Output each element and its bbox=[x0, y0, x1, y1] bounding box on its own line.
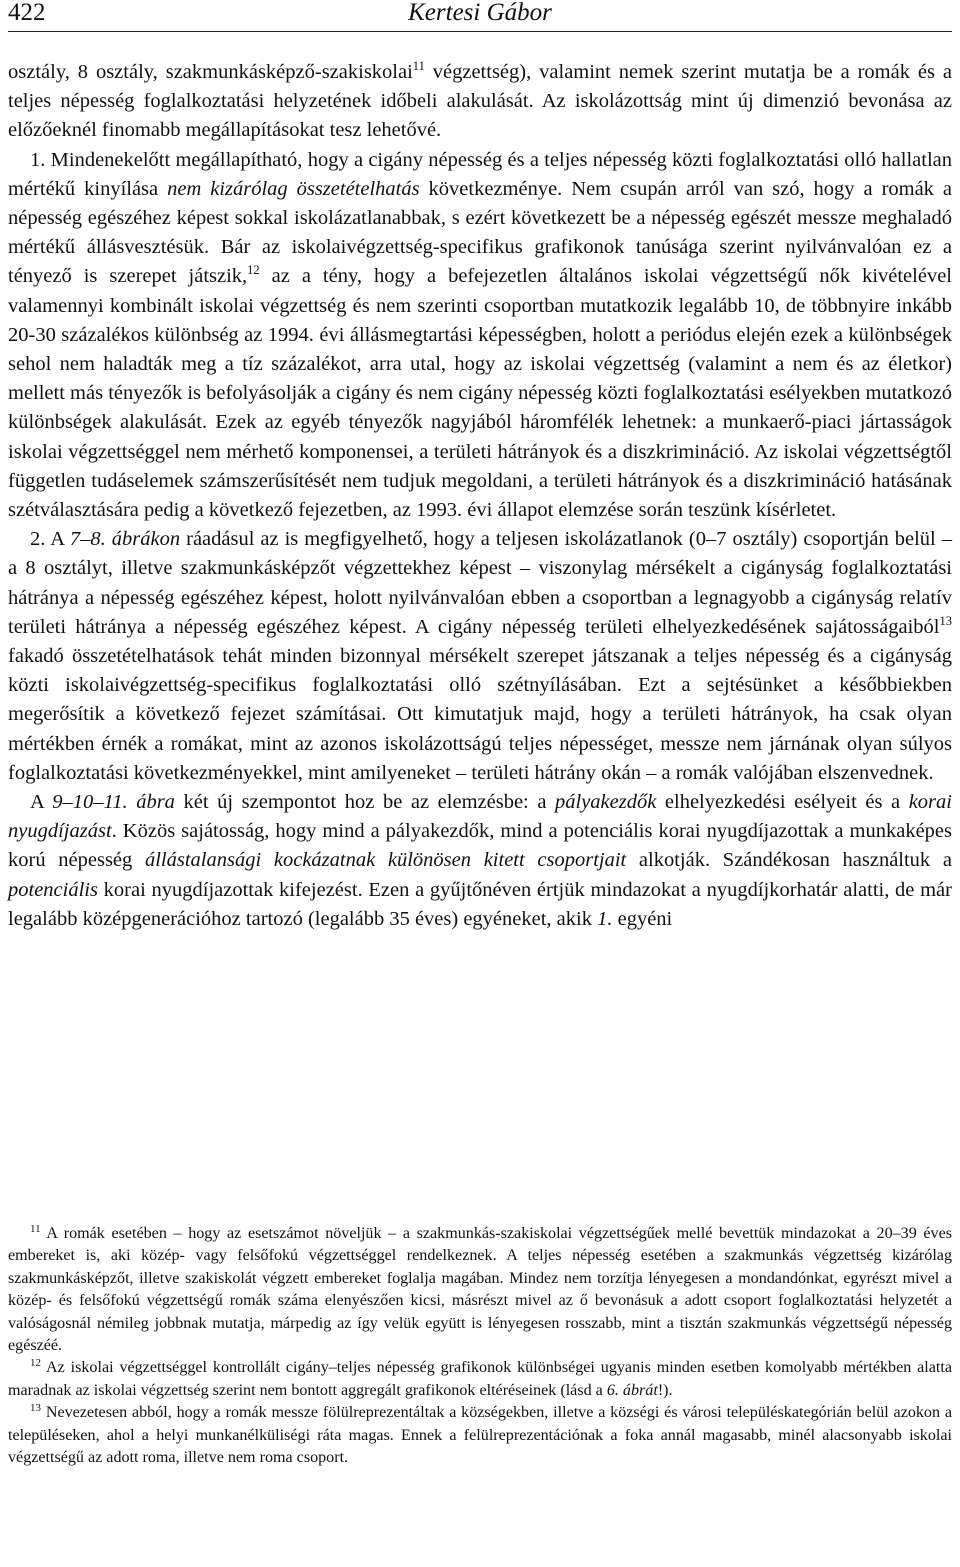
header-rule bbox=[8, 31, 952, 32]
footnote-ref-11[interactable]: 11 bbox=[412, 59, 425, 73]
footnote-number: 11 bbox=[30, 1223, 41, 1235]
footnote-number: 13 bbox=[30, 1402, 41, 1415]
footnote-12: $^{12}$ Az iskolai végzettséggel kontrollált cigány–teljes népesség grafikonok különbségei ugyanis minden esetben komolyabb mértékben alatta maradnak az iskolai végzettség szerint nem bontott aggregált grafikonok eltéréseinek (lásd a 6. ábrát!). bbox=[8, 1357, 952, 1399]
page-number: 422 bbox=[8, 0, 46, 26]
page-header bbox=[0, 0, 960, 36]
paragraph: 2. A 7–8. ábrákon ráadásul az is megfigyelhető, hogy a teljesen iskolázatlanok (0–7 osztály) csoportján belül – a 8 osztályt, illetve szakmunkásképzőt végzettekhez képest – viszonylag mérsékelt a cigányság foglalkoztatási hátránya a népesség egészéhez képest, holott nyilvánvalóan ebben a csoportban a legnagyobb a cigányság relatív területi hátránya a népesség egészéhez képest. A cigány népesség területi elhelyezkedésének sajátosságaiból$^{13}$ fakadó összetételhatások tehát minden bizonnyal mérsékelt szerepet játszanak a teljes népesség és a cigányság közti iskolaivégzettség-specifikus foglalkoztatási olló szétnyílásában. Ezt a sejtésünket a későbbiekben megerősítik a következő fejezet számításai. Ott kimutatjuk majd, hogy a területi hátrányok, ha csak olyan mértékben érnék a romákat, mint az azonos iskolázottságú teljes népességet, messze nem járnának olyan súlyos foglalkoztatási következményekkel, mint amilyeneket – területi hátrány okán – a romák valójában elszenvednek. bbox=[8, 528, 953, 784]
footnote-number: 12 bbox=[30, 1357, 41, 1370]
paragraph: A 9–10–11. ábra két új szempontot hoz be az elemzésbe: a pályakezdők elhelyezkedési esélyeit és a korai nyugdíjazást. Közös sajátosság, hogy mind a pályakezdők, mind a potenciális korai nyugdíjazottak a munkaképes korú népesség állástalansági kockázatnak különösen kitett csoportjait alkotják. Szándékosan használtuk a potenciális korai nyugdíjazottak kifejezést. Ezen a gyűjtőnéven értjük mindazokat a nyugdíjkorhatár alatti, de már legalább középgenerációhoz tartozó (legalább 35 éves) egyéneket, akik 1. egyéni bbox=[8, 791, 952, 930]
running-head-author: Kertesi Gábor bbox=[408, 0, 552, 26]
footnotes bbox=[8, 1223, 952, 1469]
main-text bbox=[8, 58, 952, 934]
paragraph: osztály, 8 osztály, szakmunkásképző-szakiskolai$^{11}$ végzettség), valamint nemek szerint mutatja be a romák és a teljes népesség foglalkoztatási helyzetének időbeli alakulását. Az iskolázottság mint új dimenzió bevonása az előzőeknél finomabb megállapításokat tesz lehetővé. bbox=[8, 59, 952, 142]
footnote-ref-12[interactable]: 12 bbox=[247, 263, 260, 278]
paragraph: 1. Mindenekelőtt megállapítható, hogy a cigány népesség és a teljes népesség közti foglalkoztatási olló hallatlan mértékű kinyílása nem kizárólag összetételhatás következménye. Nem csupán arról van szó, hogy a romák a népesség egészéhez képest sokkal iskolázatlanabbak, s ezért következett be a népesség egészét messze meghaladó mértékű állásvesztésük. Bár az iskolaivégzettség-specifikus grafikonok tanúsága szerint nyilvánvalóan ez a tényező is szerepet játszik,$^{12}$ az a tény, hogy a befejezetlen általános iskolai végzettségű nők kivételével valamennyi kombinált iskolai végzettség és nem szerinti csoportban mutatkozik legalább 10, de többnyire inkább 20-30 százalékos különbség az 1994. évi állásmegtartási képességben, holott a periódus elején ezek a különbségek sehol nem haladták meg a tíz százalékot, arra utal, hogy az iskolai végzettség (valamint a nem és az életkor) mellett más tényezők is befolyásolják a cigány és nem cigány népesség közti foglalkoztatási esélyekben mutatkozó különbségek alakulását. Ezek az egyéb tényezők nagyjából háromfélék lehetnek: a munkaerő-piaci jártasságok iskolai végzettséggel nem mérhető komponensei, a területi hátrányok és a diszkrimináció. Az iskolai végzettségtől független tudáselemek számszerűsítését nem tudjuk megoldani, a területi hátrányok és a diszkrimináció hatásának szétválasztására pedig a következő fejezetben, az 1993. évi állapot elemzése során teszünk kísérletet. bbox=[8, 148, 952, 522]
footnote-ref-13[interactable]: 13 bbox=[939, 613, 952, 628]
footnote-13: $^{13}$ Nevezetesen abból, hogy a romák messze fölülreprezentáltak a községekben, illetve a községi és városi településkategórián belül azokon a településeken, ahol a helyi munkanélküliségi ráta magas. Ennek a felülreprezentációnak a foka annál magasabb, minél alacsonyabb iskolai végzettségű az adott roma, illetve nem roma csoport. bbox=[8, 1402, 952, 1467]
footnote-11: $^{11}$ A romák esetében – hogy az esetszámot növeljük – a szakmunkás-szakiskolai végzettségűek mellé bevettük mindazokat a 20–39 éves embereket is, aki közép- vagy felsőfokú végzettséggel rendelkeznek. A teljes népesség esetében a szakmunkás végzettség kizárólag szakmunkásképzőt, illetve szakiskolát végzett embereket foglalja magában. Mindez nem torzítja lényegesen a mondandónkat, egyrészt mivel a közép- és felsőfokú végzettségű romák száma elenyészően kicsi, másrészt mivel az ő bevonásuk a adott csoport foglalkoztatási helyzetét a valóságosnál némileg jobbnak mutatja, márpedig az így velük együtt is lényegesen rosszabb, mint a tisztán szakmunkás végzettségű népesség egészéé. bbox=[8, 1223, 952, 1355]
